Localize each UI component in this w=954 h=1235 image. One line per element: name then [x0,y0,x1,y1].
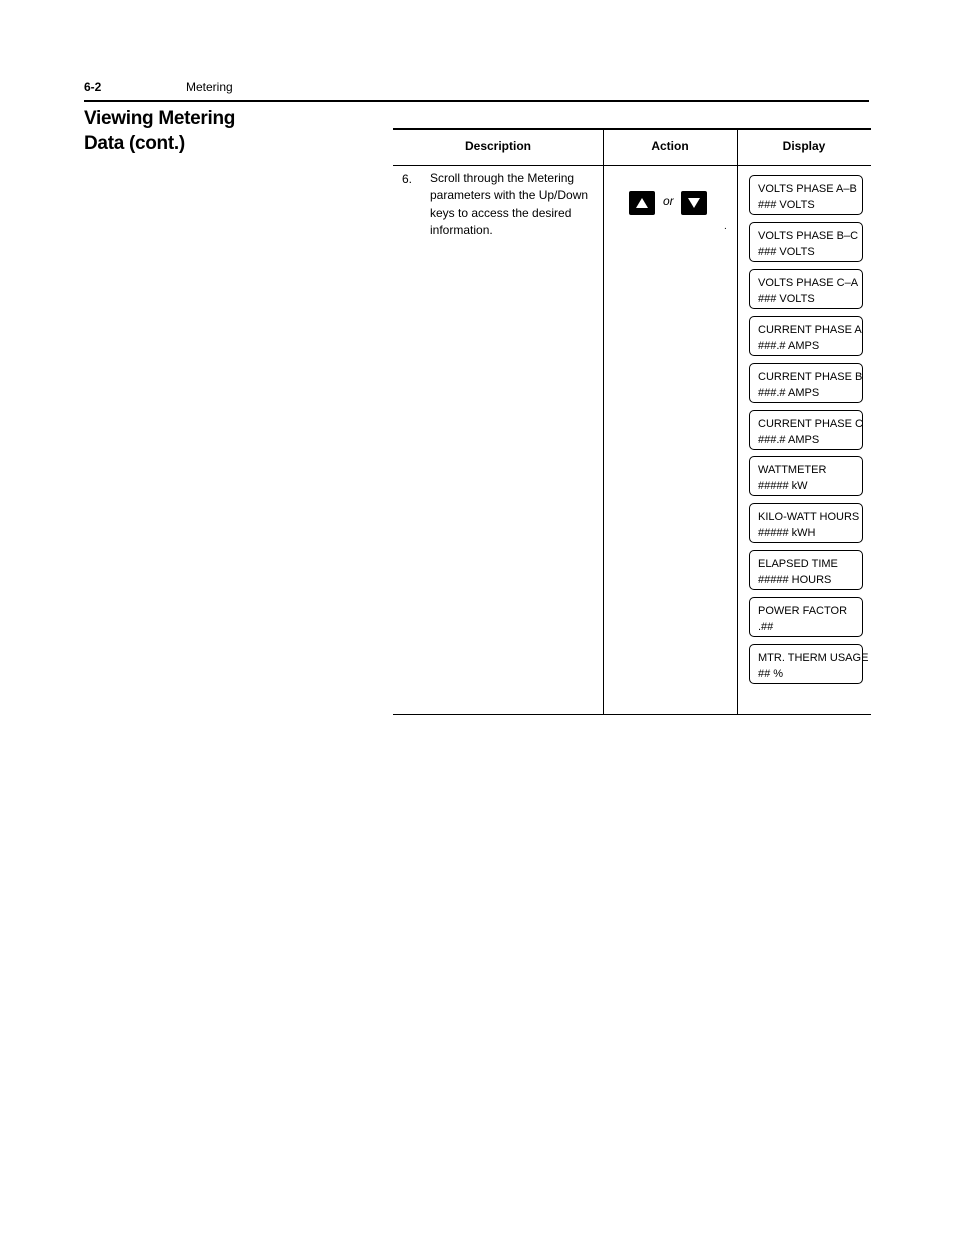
column-divider [603,130,604,714]
display-line-1: VOLTS PHASE A–B [758,183,857,195]
column-header-description: Description [464,139,531,153]
section-name: Metering [186,80,233,94]
display-line-2: .## [758,621,774,633]
display-line-1: CURRENT PHASE A [758,324,862,336]
column-header-display: Display [782,139,826,153]
display-power-factor [749,597,863,637]
display-kilowatt-hours [749,503,863,543]
display-line-2: ### VOLTS [758,199,815,211]
display-line-1: VOLTS PHASE C–A [758,277,859,289]
display-line-2: ### VOLTS [758,246,815,258]
down-arrow-key-icon [681,191,707,215]
display-line-1: MTR. THERM USAGE [758,652,869,664]
display-line-1: CURRENT PHASE B [758,371,863,383]
display-line-2: ###.# AMPS [758,387,820,399]
display-line-1: KILO-WATT HOURS [758,511,860,523]
step-number: 6. [402,172,413,186]
display-line-2: ##### HOURS [758,574,832,586]
display-line-2: ### VOLTS [758,293,815,305]
display-line-1: VOLTS PHASE B–C [758,230,859,242]
column-header-action: Action [651,139,689,153]
display-line-2: ###.# AMPS [758,340,820,352]
page-title [84,106,344,156]
display-line-1: ELAPSED TIME [758,558,838,570]
action-separator: or [663,194,674,208]
display-volts-ab [749,175,863,215]
stray-mark: . [724,221,727,232]
display-line-2: ##### kWH [758,527,816,539]
display-line-1: WATTMETER [758,464,827,476]
column-divider [737,130,738,714]
page-header [84,80,869,102]
display-current-b [749,363,863,403]
page-number: 6-2 [84,80,102,94]
up-arrow-key-icon [629,191,655,215]
display-wattmeter [749,456,863,496]
display-current-c [749,410,863,450]
display-current-a [749,316,863,356]
display-volts-ca [749,269,863,309]
header-divider [393,165,871,166]
display-line-2: ###.# AMPS [758,434,820,446]
display-line-2: ## % [758,668,784,680]
display-elapsed-time [749,550,863,590]
procedure-table [393,128,871,715]
step-description: Scroll through the Metering parameters with the Up/Down keys to access the desired information. [430,171,589,237]
display-line-2: ##### kW [758,480,808,492]
page-title-line-1: Viewing Metering [84,108,236,129]
display-line-1: POWER FACTOR [758,605,848,617]
display-line-1: CURRENT PHASE C [758,418,863,430]
display-therm-usage [749,644,869,684]
display-volts-bc [749,222,863,262]
page-title-line-2: Data (cont.) [84,133,185,154]
